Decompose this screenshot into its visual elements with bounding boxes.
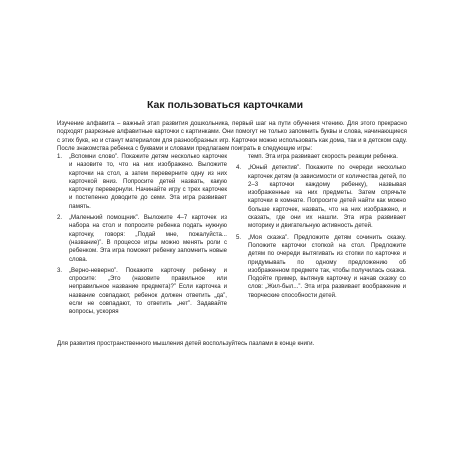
item-text: „Верно-неверно”. Покажите карточку ребенку и спросите: „Это (назовите правильное или неправильное название предмета)?” Если карточка и название совпадают, ребенок должен ответить „да”, если не совпадают, то ответить „нет”. Задавайте вопросы, ускоряя <box>69 266 227 316</box>
list-item <box>57 214 227 264</box>
list-item <box>236 164 406 230</box>
item-number: 2. <box>57 214 63 222</box>
item-text: „Юный детектив”. Покажите по очереди несколько карточек детям (в зависимости от количества детей, по 2–3 карточки каждому ребенку), назвывая изображенные на них предметы. Затем спрячьте карточки в комнате. Попросите детей найти как можно больше карточек, назвать, что на них изображено, и сказать, где они их нашли. Эта игра развивает моторику и двигательную активность детей. <box>248 164 406 230</box>
list-item <box>57 153 227 211</box>
item-text: „Вспомни слово”. Покажите детям несколько карточек и назовите то, что на них изображено. Выложите карточки на стол, а затем переверните одну из них карточкой вниз. Попросите детей назвать, какую карточку перевернули. Начинайте игру с трех карточек и постепенно доводите до семи. Эта игра развивает память. <box>69 153 227 210</box>
page-title: Как пользоваться карточками <box>146 99 304 111</box>
left-column <box>57 153 227 320</box>
item-text: „Маленький помощник”. Выложите 4–7 карточек из набора на стол и попросите ребенка подать нужную карточку, говоря: „Подай мне, пожалуйста... (название)”. В процессе игры можно менять роли с ребенком. Эта игра поможет ребенку запомнить новые слова. <box>69 214 227 263</box>
list-item-continuation <box>236 153 406 161</box>
item-text: темп. Эта игра развивает скорость реакции ребенка. <box>248 153 398 160</box>
item-number: 3. <box>57 266 63 274</box>
item-number: 1. <box>57 153 63 160</box>
item-text: „Моя сказка”. Предложите детям сочинить сказку. Положите карточки стопкой на стол. Предложите детям по очереди вытягивать из стопки по карточке и придумывать по одному предложению об изображенном предмете так, чтобы получилась сказка. Подойте пример, вытянув карточку и начав сказку со слов: „Жил-был...”. Эта игра развивает воображение и творческие способности детей. <box>248 233 406 299</box>
right-column <box>236 153 406 303</box>
item-number: 4. <box>236 164 242 172</box>
footer-note: Для развития пространственного мышления детей воспользуйтесь пазлами в конце книги. <box>57 340 315 347</box>
list-item <box>57 267 227 317</box>
list-item <box>236 234 406 300</box>
item-number: 5. <box>236 233 242 241</box>
intro-paragraph: Изучение алфавита – важный этап развития дошкольника, первый шаг на пути обучения чтению. Для этого прекрасно подходят разрезные алфавитные карточки с картинками. Они помогут не только запомнить буквы и слова, начинающиеся с этих букв, но и станут материалом для разнообразных игр. Карточки можно использовать как дома, так и в детском саду. После знакомства ребенка с буквами и словами предлагаем поиграть в следующие игры: <box>57 120 407 153</box>
